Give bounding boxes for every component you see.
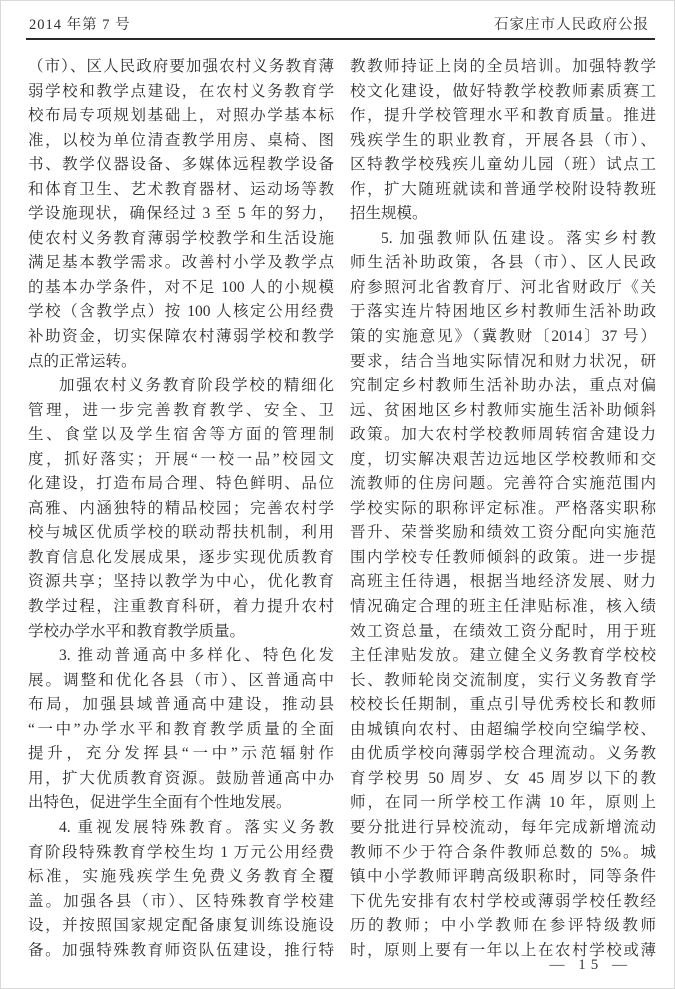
text-line: 流教师的住房问题。完善符合实施范围内 (350, 475, 656, 493)
text-line: 提升，充分发挥县“一中”示范辐射作 (28, 745, 334, 763)
text-line: 准，以校为单位清查教学用房、桌椅、图 (28, 131, 334, 149)
text-line: 育学校男 50 周岁、女 45 周岁以下的教 (350, 769, 656, 787)
text-column-left (28, 55, 334, 963)
text-line: 学校办学水平和教育教学质量。 (28, 622, 246, 640)
text-line: 育阶段特殊教育学校生均 1 万元公用经费 (28, 843, 334, 861)
text-line: 效工资总量，在绩效工资分配时，用于班 (350, 622, 656, 640)
text-line: 师，在同一所学校工作满 10 年，原则上 (350, 794, 656, 812)
text-line: 标准，实施残疾学生免费义务教育全覆 (28, 868, 334, 886)
text-line: 和体育卫生、艺术教育器材、运动场等教 (28, 180, 334, 198)
text-line: 学校（含教学点）按 100 人核定公用经费 (28, 303, 334, 321)
text-line: 围内学校专任教师倾斜的政策。进一步提 (350, 548, 656, 566)
text-line: 加强农村义务教育阶段学校的精细化 (59, 377, 334, 395)
text-line: 长、教师轮岗交流制度，实行义务教育学 (350, 671, 656, 689)
text-line: 布局，加强县域普通高中建设，推动县 (28, 696, 334, 714)
text-line: 度，抓好落实；开展“一校一品”校园文 (28, 450, 334, 468)
text-line: 镇中小学教师评聘高级职称时，同等条件 (350, 868, 656, 886)
text-line: （市）、区人民政府要加强农村义务教育薄 (28, 58, 334, 75)
text-line: 设，并按照国家规定配备康复训练设施设 (28, 917, 334, 935)
text-line: 5. 加强教师队伍建设。落实乡村教 (381, 229, 656, 247)
page-number: — 15 — (549, 957, 632, 973)
text-line: 情况确定合理的班主任津贴标准，核入绩 (350, 598, 656, 616)
text-line: 政策。加大农村学校教师周转宿舍建设力 (350, 426, 656, 444)
text-line: 用，扩大优质教育资源。鼓励普通高中办 (28, 769, 334, 787)
text-line: 于落实连片特困地区乡村教师生活补助政 (350, 303, 656, 321)
text-line: 校校长任期制，重点引导优秀校长和教师 (350, 696, 656, 714)
text-line: 招生规模。 (350, 205, 428, 223)
text-line: 教育信息化发展成果，逐步实现优质教育 (28, 548, 334, 566)
text-line: 学设施现状，确保经过 3 至 5 年的努力， (28, 205, 334, 223)
text-line: 校布局专项规划基础上，对照办学基本标 (28, 107, 334, 125)
text-line: 满足基本教学需求。改善村小学及教学点 (28, 254, 334, 272)
text-line: 由城镇向农村、由超编学校向空编学校、 (350, 720, 656, 738)
text-line: 要求，结合当地实际情况和财力状况，研 (350, 352, 656, 370)
text-line: 的基本办学条件，对不足 100 人的小规模 (28, 278, 334, 296)
text-line: 师生活补助政策，各县（市）、区人民政 (350, 254, 656, 272)
text-line: 时，原则上要有一年以上在农村学校或薄 (350, 941, 656, 959)
text-line: 备。加强特殊教育师资队伍建设，推行特 (28, 941, 334, 959)
text-columns (28, 55, 656, 963)
text-line: 策的实施意见》（冀教财〔2014〕37 号） (350, 328, 656, 346)
text-line: 资源共享；坚持以教学为中心，优化教育 (28, 573, 334, 591)
text-line: 晋升、荣誉奖励和绩效工资分配向实施范 (350, 524, 656, 542)
text-line: 弱学校和教学点建设，在农村义务教育学 (28, 82, 334, 100)
header-rule-divider (26, 38, 655, 40)
text-line: 化建设，打造布局合理、特色鲜明、品位 (28, 475, 334, 493)
text-line: 管理，进一步完善教育教学、安全、卫 (28, 401, 334, 419)
text-line: 生、食堂以及学生宿舍等方面的管理制 (28, 426, 334, 444)
page-header (29, 13, 649, 34)
text-line: 展。调整和优化各县（市）、区普通高中 (28, 671, 334, 689)
text-line: 度，切实解决艰苦边远地区学校教师和交 (350, 450, 656, 468)
text-line: 使农村义务教育薄弱学校教学和生活设施 (28, 229, 334, 247)
text-line: 区特教学校残疾儿童幼儿园（班）试点工 (350, 156, 656, 174)
text-line: 远、贫困地区乡村教师实施生活补助倾斜 (350, 401, 656, 419)
text-line: 点的正常运转。 (28, 352, 137, 370)
text-line: 学校实际的职称评定标准。严格落实职称 (350, 499, 656, 517)
text-line: 校文化建设，做好特教学校教师素质赛工 (350, 82, 656, 100)
text-line: 高雅、内涵独特的精品校园；完善农村学 (28, 499, 334, 517)
text-line: 盖。加强各县（市）、区特殊教育学校建 (28, 892, 334, 910)
text-line: 出特色，促进学生全面有个性地发展。 (28, 794, 292, 812)
text-line: 补助资金，切实保障农村薄弱学校和教学 (28, 328, 334, 346)
text-line: 教学过程，注重教育科研，着力提升农村 (28, 598, 334, 616)
text-line: 作，提升学校管理水平和教育质量。推进 (350, 107, 656, 125)
text-line: 高班主任待遇，根据当地经济发展、财力 (350, 573, 656, 591)
text-line: 教师不少于符合条件教师总数的 5%。城 (350, 843, 656, 861)
text-line: 府参照河北省教育厅、河北省财政厅《关 (350, 278, 656, 296)
text-line: 书、教学仪器设备、多媒体远程教学设备 (28, 156, 334, 174)
text-line: 教教师持证上岗的全员培训。加强特教学 (350, 58, 656, 75)
text-line: 残疾学生的职业教育，开展各县（市）、 (350, 131, 656, 149)
issue-number: 2014 年第 7 号 (29, 17, 131, 33)
text-line: 历的教师；中小学教师在参评特级教师 (350, 917, 656, 935)
text-line: 作，扩大随班就读和普通学校附设特教班 (350, 180, 656, 198)
text-column-right (350, 55, 656, 963)
text-line: 究制定乡村教师生活补助办法，重点对偏 (350, 377, 656, 395)
text-line: 4. 重视发展特殊教育。落实义务教 (59, 818, 334, 836)
text-line: 主任津贴发放。建立健全义务教育学校校 (350, 647, 656, 665)
text-line: 由优质学校向薄弱学校合理流动。义务教 (350, 745, 656, 763)
gazette-title: 石家庄市人民政府公报 (494, 17, 649, 33)
text-line: “一中”办学水平和教育教学质量的全面 (28, 720, 334, 738)
text-line: 3. 推动普通高中多样化、特色化发 (59, 647, 334, 665)
text-line: 要分批进行异校流动，每年完成新增流动 (350, 818, 656, 836)
text-line: 下优先安排有农村学校或薄弱学校任教经 (350, 892, 656, 910)
text-line: 校与城区优质学校的联动帮扶机制，利用 (28, 524, 334, 542)
